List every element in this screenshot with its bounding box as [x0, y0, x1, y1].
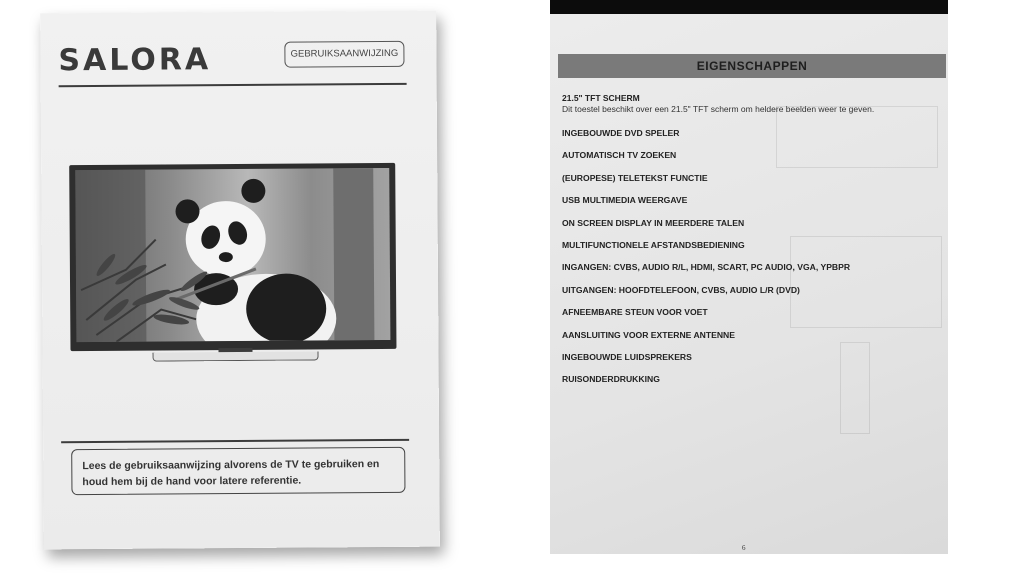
list-item: MULTIFUNCTIONELE AFSTANDSBEDIENING	[562, 239, 745, 250]
list-item: RUISONDERDRUKKING	[562, 374, 660, 385]
manual-page	[550, 14, 948, 554]
notice-line-2: houd hem bij de hand voor latere referentie.	[82, 474, 302, 489]
list-item: AUTOMATISCH TV ZOEKEN	[562, 150, 677, 161]
list-item: USB MULTIMEDIA WEERGAVE	[562, 195, 688, 206]
section-header: EIGENSCHAPPEN	[558, 54, 946, 78]
guide-label-box: GEBRUIKSAANWIJZING	[284, 41, 404, 68]
list-item: INGANGEN: CVBS, AUDIO R/L, HDMI, SCART, PC AUDIO, VGA, YPBPR	[562, 262, 851, 273]
tv-illustration	[69, 163, 396, 351]
page-top-edge	[550, 0, 948, 14]
feature-list	[562, 128, 850, 397]
list-item: ON SCREEN DISPLAY IN MEERDERE TALEN	[562, 217, 745, 228]
manual-cover	[40, 11, 440, 550]
page-number: 6	[742, 544, 746, 552]
tv-screen	[75, 168, 390, 342]
feature-description: Dit toestel beschikt over een 21.5" TFT scherm om heldere beelden weer te geven.	[562, 104, 875, 114]
notice-box	[71, 447, 405, 495]
list-item: UITGANGEN: HOOFDTELEFOON, CVBS, AUDIO L/R (DVD)	[562, 284, 800, 295]
bottom-divider	[61, 439, 409, 443]
list-item: INGEBOUWDE LUIDSPREKERS	[562, 351, 692, 362]
feature-title: 21.5" TFT SCHERM	[562, 93, 640, 103]
panda-illustration	[75, 168, 390, 342]
list-item: INGEBOUWDE DVD SPELER	[562, 128, 680, 138]
list-item: (EUROPESE) TELETEKST FUNCTIE	[562, 172, 708, 183]
tv-stand	[153, 351, 319, 361]
brand-logo: SALORA	[58, 42, 212, 79]
notice-line-1: Lees de gebruiksaanwijzing alvorens de TV te gebruiken en	[82, 458, 380, 473]
top-divider	[59, 83, 407, 87]
list-item: AANSLUITING VOOR EXTERNE ANTENNE	[562, 329, 735, 340]
list-item: AFNEEMBARE STEUN VOOR VOET	[562, 307, 708, 318]
